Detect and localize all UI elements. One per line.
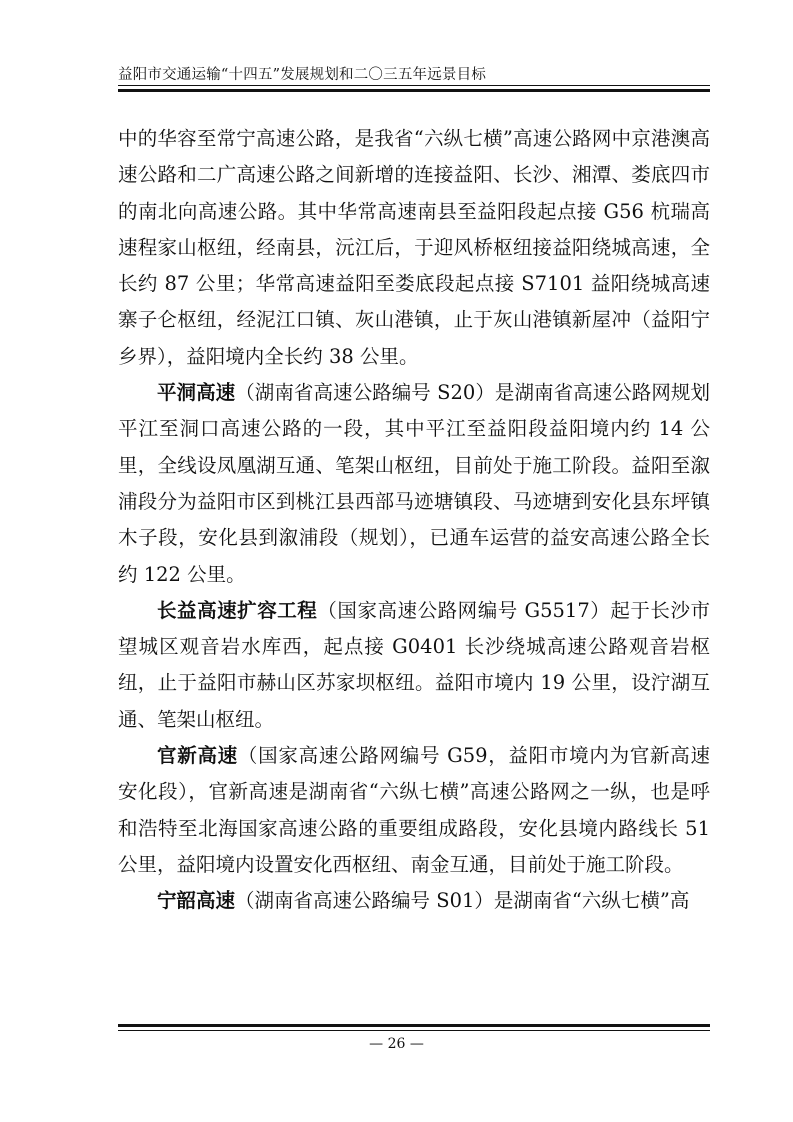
paragraph-text: 中的华容至常宁高速公路，是我省“六纵七横”高速公路网中京港澳高速公路和二广高速公路之间新增的连接益阳、长沙、湘潭、娄底四市的南北向高速公路。其中华常高速南县至益阳段起点接 G56 杭瑞高速程家山枢纽，经南县，沅江后，于迎风桥枢纽接益阳绕城高速，全长约 87 公里；华常高速益阳至娄底段起点接 S7101 益阳绕城高速寨子仑枢纽，经泥江口镇、灰山港镇，止于灰山港镇新屋冲（益阳宁乡界），益阳境内全长约 38 公里。 (118, 127, 710, 368)
paragraph-text: （湖南省高速公路编号 S20）是湖南省高速公路网规划平江至洞口高速公路的一段，其中平江至益阳段益阳境内约 14 公里，全线设凤凰湖互通、笔架山枢纽，目前处于施工阶段。益阳至溆浦段分为益阳市区到桃江县西部马迹塘镇段、马迹塘到安化县东坪镇木子段，安化县到溆浦段（规划），已通车运营的益安高速公路全长约 122 公里。 (118, 381, 710, 586)
paragraph-keyword: 宁韶高速 (157, 889, 236, 913)
footer-rule-thick (118, 1024, 710, 1027)
paragraph-text: （湖南省高速公路编号 S01）是湖南省“六纵七横”高 (235, 889, 690, 913)
footer-rule-thin (118, 1030, 710, 1031)
paragraph-keyword: 平洞高速 (157, 381, 236, 405)
header-title: 益阳市交通运输“十四五”发展规划和二〇三五年远景目标 (118, 67, 487, 83)
paragraph-changyi-expansion (118, 593, 710, 738)
page-number: — 26 — (369, 1036, 424, 1052)
paragraph-guanxin-expressway (118, 738, 710, 883)
paragraph-text: （国家高速公路网编号 G5517）起于长沙市望城区观音岩水库西，起点接 G0401 长沙绕城高速公路观音岩枢纽，止于益阳市赫山区苏家坝枢纽。益阳市境内 19 公里，设泞湖互通、笔架山枢纽。 (118, 598, 710, 731)
paragraph-keyword: 长益高速扩容工程 (157, 598, 318, 622)
paragraph-text: （国家高速公路网编号 G59，益阳市境内为官新高速安化段），官新高速是湖南省“六纵七横”高速公路网之一纵，也是呼和浩特至北海国家高速公路的重要组成路段，安化县境内路线长 51 公里，益阳境内设置安化西枢纽、南金互通，目前处于施工阶段。 (118, 744, 710, 876)
header-rule-thin (118, 85, 710, 86)
paragraph-ningshao-expressway (118, 883, 710, 919)
document-body (118, 121, 710, 920)
paragraph-keyword: 官新高速 (157, 744, 238, 768)
header-rule-thick (118, 89, 710, 92)
paragraph-continued (118, 121, 710, 375)
paragraph-pingdong-expressway (118, 375, 710, 593)
